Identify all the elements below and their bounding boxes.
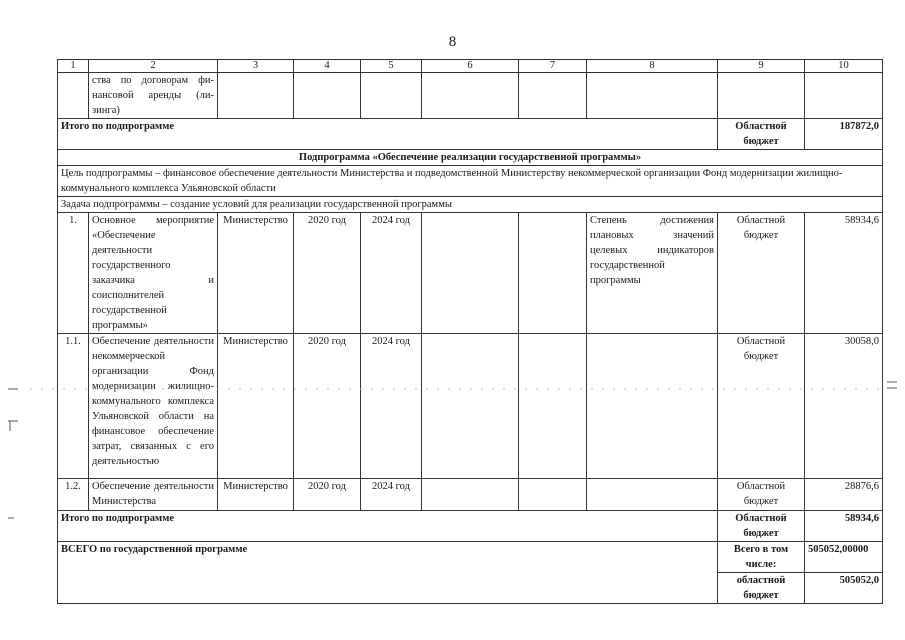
funding-source: Областной бюджет	[718, 334, 805, 479]
amount: 28876,6	[805, 479, 883, 511]
row-number: 1.2.	[58, 479, 89, 511]
subtotal-source: Областной бюджет	[718, 511, 805, 542]
regional-budget-source: областной бюджет	[718, 573, 805, 604]
grand-total-row	[58, 542, 883, 573]
column-header: 9	[718, 60, 805, 73]
grand-total-label: ВСЕГО по государственной программе	[58, 542, 718, 604]
indicator	[587, 334, 718, 479]
subtotal-label: Итого по подпрограмме	[58, 119, 718, 150]
start-year: 2020 год	[294, 213, 361, 334]
column-header: 8	[587, 60, 718, 73]
column-header: 7	[519, 60, 587, 73]
start-year: 2020 год	[294, 479, 361, 511]
column-header: 5	[361, 60, 422, 73]
subtotal-row	[58, 119, 883, 150]
subprogram-title-row	[58, 150, 883, 166]
goal-row	[58, 166, 883, 197]
column-header: 1	[58, 60, 89, 73]
row-number: 1.	[58, 213, 89, 334]
end-year: 2024 год	[361, 479, 422, 511]
subtotal-label: Итого по подпрограмме	[58, 511, 718, 542]
table-row	[58, 334, 883, 479]
row-number: 1.1.	[58, 334, 89, 479]
page-number: 8	[448, 34, 457, 50]
program-table	[57, 59, 883, 604]
end-year: 2024 год	[361, 334, 422, 479]
table-row-continuation	[58, 73, 883, 119]
column-header: 3	[218, 60, 294, 73]
funding-source: Областной бюджет	[718, 213, 805, 334]
subtotal-amount: 58934,6	[805, 511, 883, 542]
indicator	[587, 479, 718, 511]
table-row	[58, 213, 883, 334]
column-header: 6	[422, 60, 519, 73]
subprogram-goal: Цель подпрограммы – финансовое обеспечение деятельности Министерства и подведомственной Министерству некоммерческой организации Фонд модернизации жилищно-коммунального комплекса Ульяновской области	[58, 166, 883, 197]
grand-total-source: Всего в том числе:	[718, 542, 805, 573]
measure-name: Обеспечение деятельности Министерства	[89, 479, 218, 511]
funding-source: Областной бюджет	[718, 479, 805, 511]
executor: Министерство	[218, 334, 294, 479]
table-row	[58, 479, 883, 511]
header-row	[58, 60, 883, 73]
subtotal-amount: 187872,0	[805, 119, 883, 150]
subtotal-source: Областной бюджет	[718, 119, 805, 150]
amount: 58934,6	[805, 213, 883, 334]
end-year: 2024 год	[361, 213, 422, 334]
task-row	[58, 197, 883, 213]
column-header: 4	[294, 60, 361, 73]
subprogram-title: Подпрограмма «Обеспечение реализации государственной программы»	[58, 150, 883, 166]
subtotal-row	[58, 511, 883, 542]
executor: Министерство	[218, 213, 294, 334]
column-header: 2	[89, 60, 218, 73]
amount: 30058,0	[805, 334, 883, 479]
executor: Министерство	[218, 479, 294, 511]
cell-name: ства по договорам фи-нансовой аренды (ли-зинга)	[89, 73, 218, 119]
measure-name: Обеспечение деятельности некоммерческой организации Фонд модернизации жилищно-коммунального комплекса Ульяновской области на финансовое обеспечение затрат, связанных с его деятельностью	[89, 334, 218, 479]
measure-name: Основное мероприятие «Обеспечение деятельности государственного заказчика и соисполнителей государственной программы»	[89, 213, 218, 334]
start-year: 2020 год	[294, 334, 361, 479]
column-header: 10	[805, 60, 883, 73]
regional-budget-amount: 505052,0	[805, 573, 883, 604]
indicator: Степень достижения плановых значений целевых индикаторов государственной программы	[587, 213, 718, 334]
grand-total-amount: 505052,00000	[805, 542, 883, 573]
subprogram-task: Задача подпрограммы – создание условий для реализации государственной программы	[58, 197, 883, 213]
